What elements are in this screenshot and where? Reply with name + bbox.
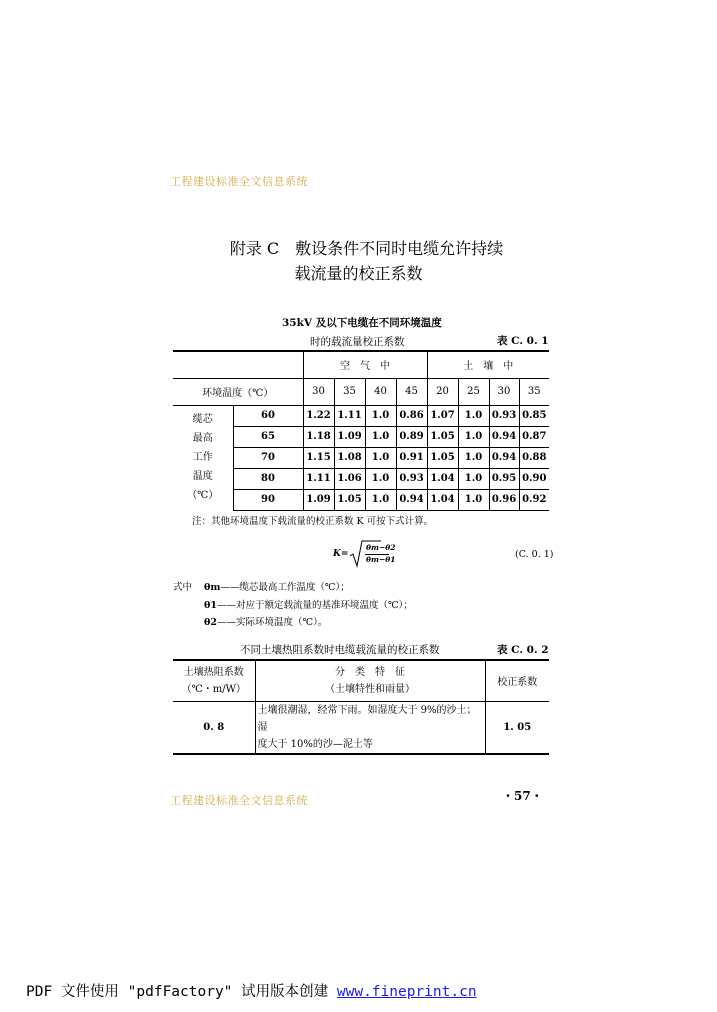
table-cell: 1.07 xyxy=(427,405,458,426)
table-cell: 1.04 xyxy=(427,489,458,510)
table-cell: 1.0 xyxy=(458,426,489,447)
table2-col3-header: 校正系数 xyxy=(485,660,549,701)
side-label-line: （℃） xyxy=(187,490,219,502)
table-cell: 0.85 xyxy=(519,405,549,426)
ambient-value: 30 xyxy=(489,378,519,405)
appendix-title-line1: 附录 C 敷设条件不同时电缆允许持续 xyxy=(229,239,504,258)
table-cell: 1.0 xyxy=(365,468,396,489)
table-cell: 0.92 xyxy=(519,489,549,510)
table2-resistivity: 0. 8 xyxy=(173,701,255,754)
table1-ambient-label: 环境温度（℃） xyxy=(173,378,303,405)
fineprint-link[interactable]: www.fineprint.cn xyxy=(336,984,477,1000)
table-cell: 0.94 xyxy=(489,426,519,447)
table-cell: 0.94 xyxy=(396,489,427,510)
table-cell: 0.91 xyxy=(396,447,427,468)
side-label-line: 缆芯 xyxy=(192,414,213,426)
row-temp: 65 xyxy=(233,426,303,447)
table-cell: 0.89 xyxy=(396,426,427,447)
ambient-value: 25 xyxy=(458,378,489,405)
table1-note: 注：其他环境温度下载流量的校正系数 K 可按下式计算。 xyxy=(192,516,434,527)
side-label-line: 温度 xyxy=(192,471,213,483)
side-label-line: 最高 xyxy=(192,433,213,445)
table2-caption: 不同土壤热阻系数时电缆载流量的校正系数 xyxy=(240,644,440,656)
table2 xyxy=(173,659,549,755)
table2-col2-header xyxy=(255,660,485,701)
description-line: 土壤很潮湿，经常下雨。如湿度大于 9%的沙土；湿 xyxy=(257,704,477,733)
symbol: θ1 xyxy=(204,600,217,611)
pdf-notice-text: PDF 文件使用 "pdfFactory" 试用版本创建 xyxy=(26,984,337,1000)
ambient-value: 20 xyxy=(427,378,458,405)
col2-header-line: （土壤特性和雨量） xyxy=(325,683,415,695)
table-cell: 0.95 xyxy=(489,468,519,489)
page-number: ・57・ xyxy=(502,789,543,803)
symbols-intro: 式中 xyxy=(173,582,193,593)
symbol-item xyxy=(204,597,413,611)
row-temp: 70 xyxy=(233,447,303,468)
col1-header-line: 土壤热阻系数 xyxy=(183,666,244,678)
table-cell: 1.04 xyxy=(427,468,458,489)
table-cell: 0.90 xyxy=(519,468,549,489)
row-temp: 60 xyxy=(233,405,303,426)
table-cell: 1.0 xyxy=(458,489,489,510)
table-cell: 1.22 xyxy=(303,405,334,426)
ambient-value: 45 xyxy=(396,378,427,405)
symbol-desc: ——缆芯最高工作温度（℃）； xyxy=(220,582,350,593)
symbol-item xyxy=(204,579,350,593)
table-cell: 0.93 xyxy=(489,405,519,426)
table-cell: 1.09 xyxy=(303,489,334,510)
table1-caption-line1: 35kV 及以下电缆在不同环境温度 xyxy=(282,317,442,329)
ambient-value: 30 xyxy=(303,378,334,405)
table-cell: 1.11 xyxy=(334,405,365,426)
table-cell: 1.11 xyxy=(303,468,334,489)
symbol-item xyxy=(204,614,327,628)
watermark-bottom: 工程建设标准全文信息系统 xyxy=(170,794,308,807)
ambient-value: 35 xyxy=(334,378,365,405)
formula-lhs: K= xyxy=(333,549,349,559)
table-cell: 1.15 xyxy=(303,447,334,468)
formula-number: (C. 0. 1) xyxy=(515,549,554,560)
col1-header-line: （℃・m/W） xyxy=(181,683,246,695)
table-cell: 1.0 xyxy=(458,468,489,489)
formula-numerator: θm−θ2 xyxy=(366,543,396,552)
table2-description xyxy=(255,701,485,754)
table-cell: 1.18 xyxy=(303,426,334,447)
formula-denominator: θm−θ1 xyxy=(366,555,396,564)
table-cell: 1.05 xyxy=(427,426,458,447)
table-cell: 1.0 xyxy=(365,405,396,426)
table-cell: 0.86 xyxy=(396,405,427,426)
symbol-desc: ——对应于额定载流量的基准环境温度（℃）； xyxy=(216,600,413,611)
table-cell: 1.09 xyxy=(334,426,365,447)
row-temp: 80 xyxy=(233,468,303,489)
table-cell: 1.08 xyxy=(334,447,365,468)
table-cell: 0.88 xyxy=(519,447,549,468)
table-cell: 1.06 xyxy=(334,468,365,489)
appendix-title-line2: 载流量的校正系数 xyxy=(294,264,423,283)
table-cell: 1.0 xyxy=(458,405,489,426)
table-cell: 0.87 xyxy=(519,426,549,447)
watermark-top: 工程建设标准全文信息系统 xyxy=(170,175,308,188)
table2-col1-header xyxy=(173,660,255,701)
table1-header-blank xyxy=(173,351,303,378)
table1-number: 表 C. 0. 1 xyxy=(497,335,549,347)
table-cell: 1.05 xyxy=(427,447,458,468)
table1 xyxy=(173,350,549,511)
ambient-value: 35 xyxy=(519,378,549,405)
table-cell: 0.93 xyxy=(396,468,427,489)
symbol-desc: ——实际环境温度（℃）。 xyxy=(216,617,328,628)
ambient-value: 40 xyxy=(365,378,396,405)
col2-header-line: 分 类 特 征 xyxy=(335,666,405,678)
table1-group-air: 空 气 中 xyxy=(303,351,427,378)
pdf-notice xyxy=(26,980,477,1001)
table2-number: 表 C. 0. 2 xyxy=(497,644,549,656)
table-cell: 1.0 xyxy=(365,447,396,468)
symbol: θ2 xyxy=(204,617,217,628)
side-label-line: 工作 xyxy=(192,452,213,464)
table-cell: 1.0 xyxy=(365,489,396,510)
table1-caption-line2: 时的载流量校正系数 xyxy=(310,336,405,348)
row-temp: 90 xyxy=(233,489,303,510)
table2-factor: 1. 05 xyxy=(485,701,549,754)
table-cell: 0.94 xyxy=(489,447,519,468)
table1-side-label xyxy=(173,405,233,510)
table-cell: 1.05 xyxy=(334,489,365,510)
table-cell: 0.96 xyxy=(489,489,519,510)
symbol: θm xyxy=(204,582,221,593)
table-cell: 1.0 xyxy=(458,447,489,468)
formula xyxy=(333,540,403,568)
table-cell: 1.0 xyxy=(365,426,396,447)
table1-group-soil: 土 壤 中 xyxy=(427,351,549,378)
description-line: 度大于 10%的沙—泥土等 xyxy=(257,738,373,750)
